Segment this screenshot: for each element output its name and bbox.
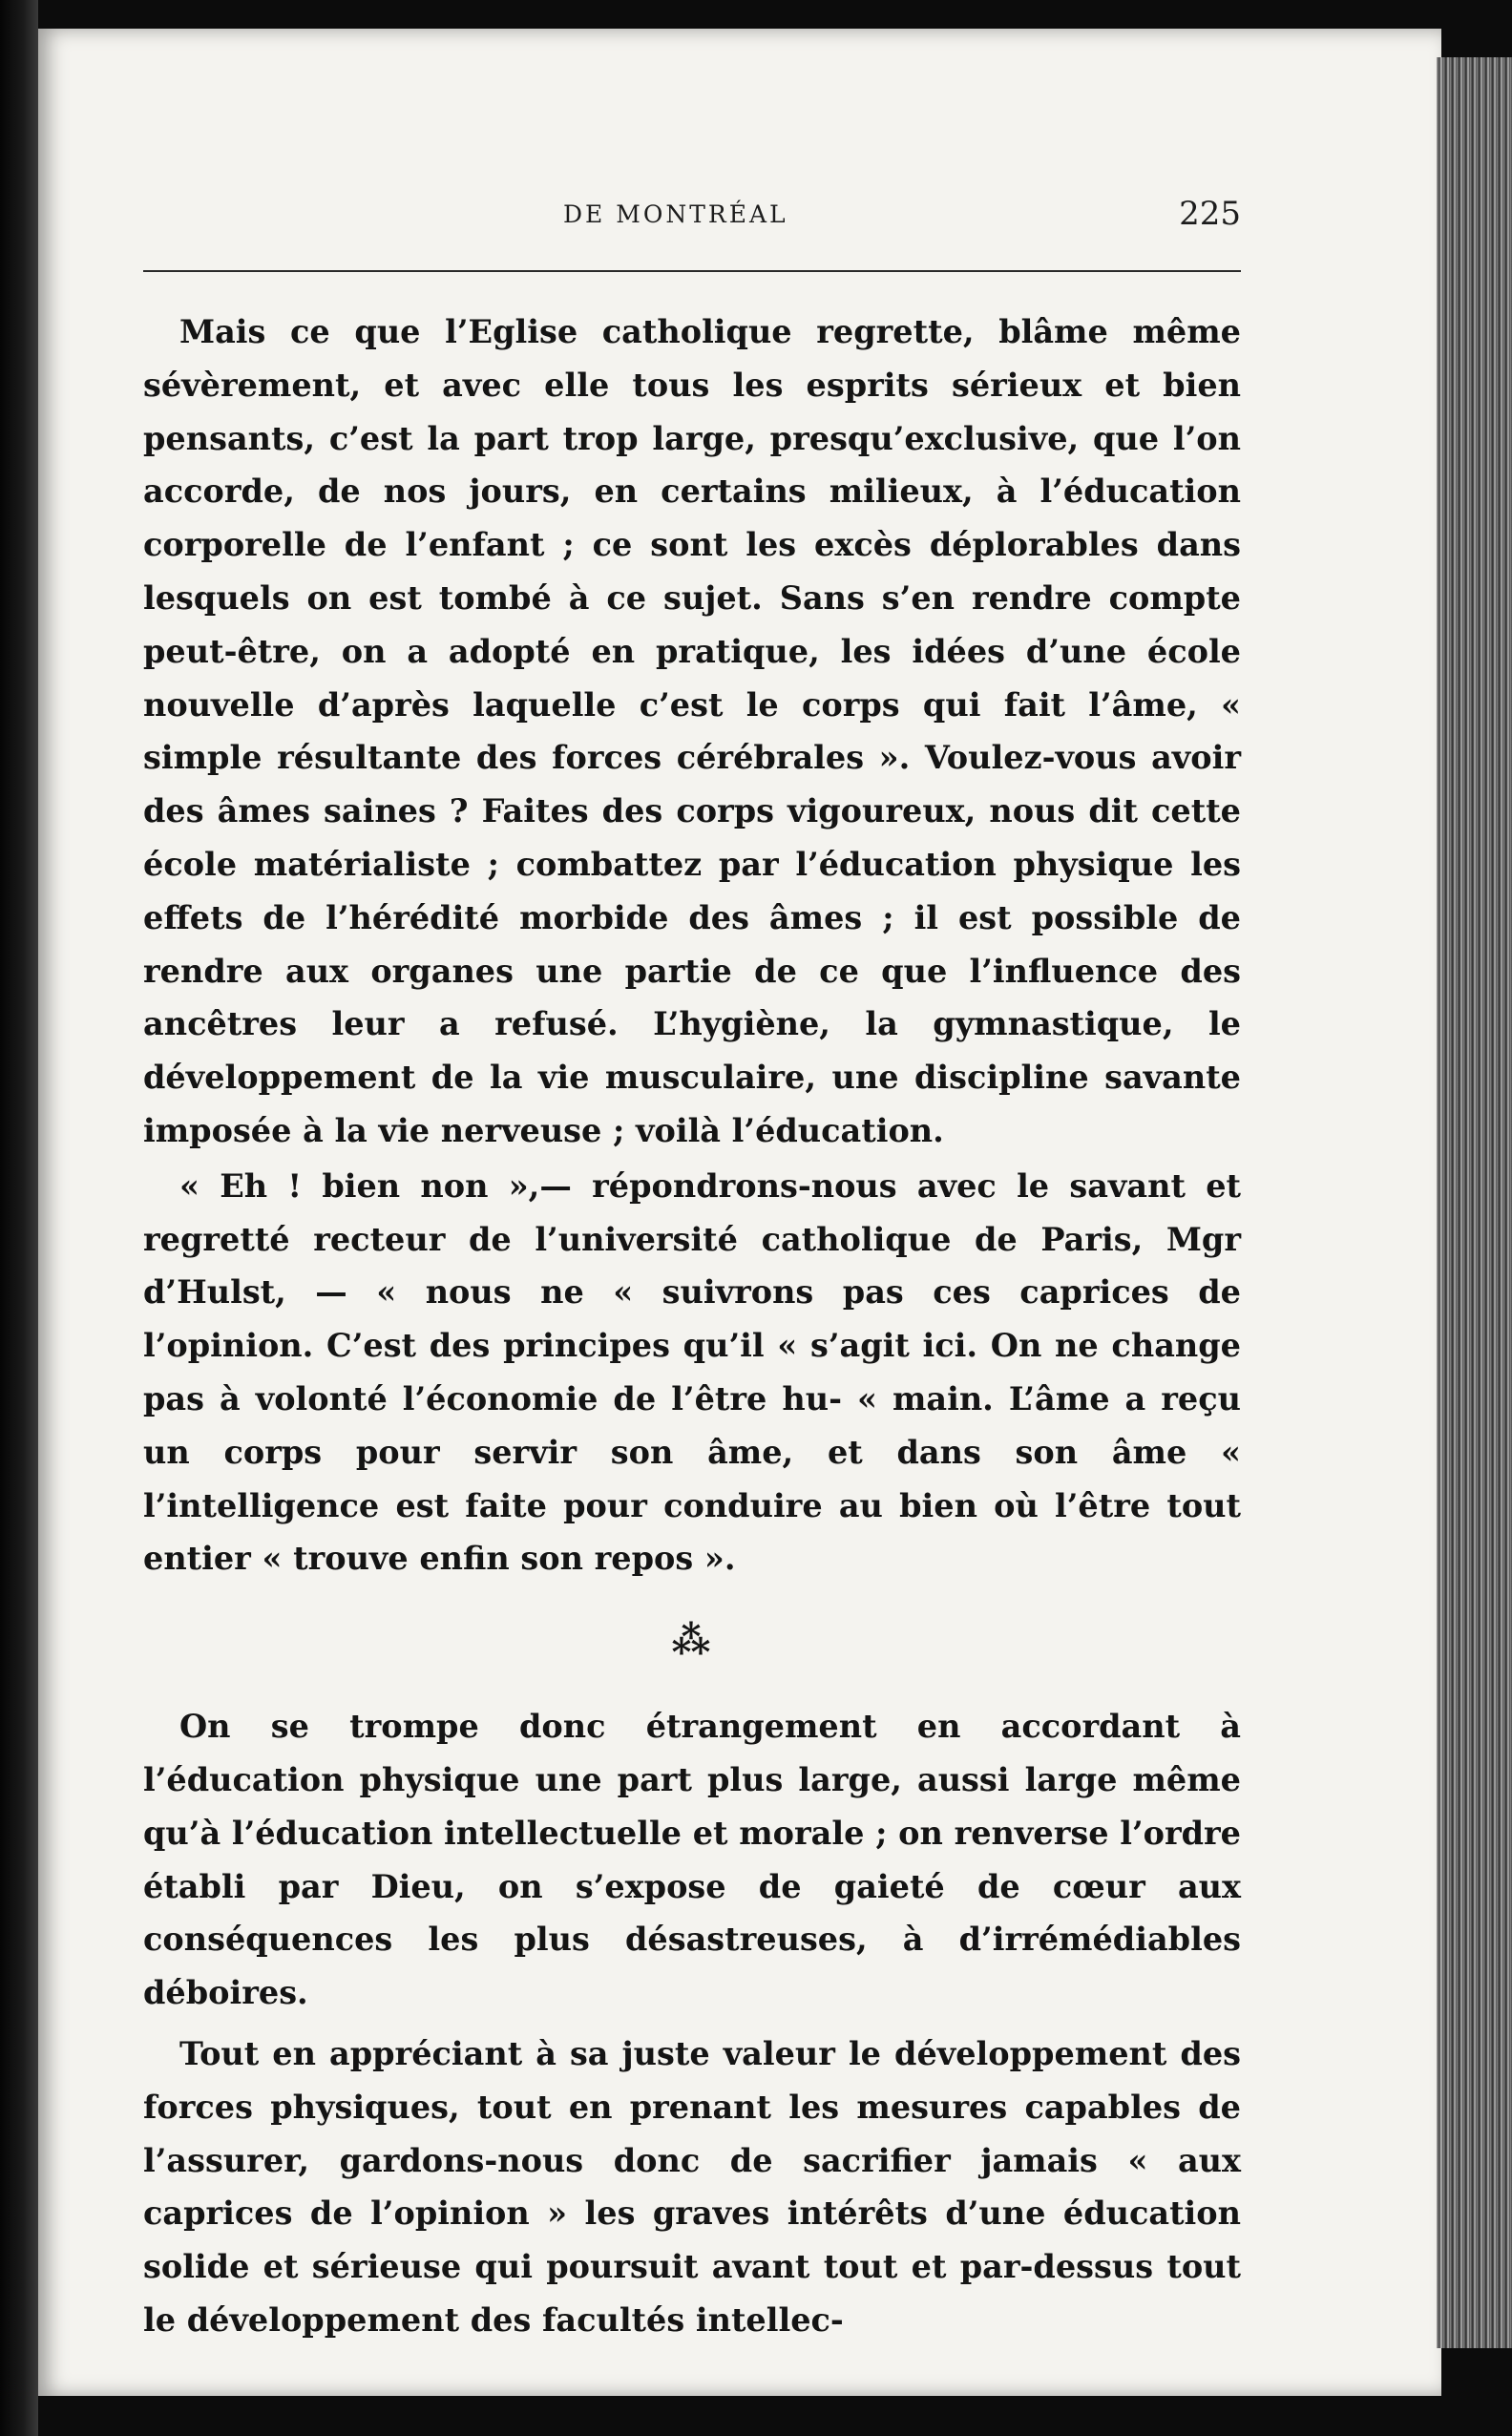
paragraph: Tout en appréciant à sa juste valeur le développement des forces physiques, tout en prenant les mesures capables de l’assurer, gardons-nous donc de sacrifier jamais « aux caprices de l’opinion » les graves intérêts d’une éducation solide et sérieuse qui poursuit avant tout et par-dessus tout le développement des facultés intellec-: [143, 2034, 1241, 2339]
running-head: DE MONTRÉAL: [563, 200, 788, 228]
page-number: 225: [1179, 195, 1241, 233]
page-header: [143, 172, 1241, 248]
book-gutter-shadow: [0, 0, 38, 2436]
header-rule: [143, 270, 1241, 272]
body-text: [143, 305, 1241, 2347]
section-break-asterism: ⁂: [671, 1618, 713, 1664]
page-edges-stack: [1437, 57, 1512, 2348]
paragraph: Mais ce que l’Eglise catholique regrette, blâme même sévèrement, et avec elle tous les esprits sérieux et bien pensants, c’est la part trop large, presqu’exclusive, que l’on accorde, de nos jours, en certains milieux, à l’éducation corporelle de l’enfant ; ce sont les excès déplorables dans lesquels on est tombé à ce sujet. Sans s’en rendre compte peut-être, on a adopté en pratique, les idées d’une école nouvelle d’après laquelle c’est le corps qui fait l’âme, « simple résultante des forces cérébrales ». Voulez-vous avoir des âmes saines ? Faites des corps vigoureux, nous dit cette école matérialiste ; combattez par l’éducation physique les effets de l’hérédité morbide des âmes ; il est possible de rendre aux organes une partie de ce que l’influence des ancêtres leur a refusé. L’hygiène, la gymnastique, le développement de la vie musculaire, une discipline savante imposée à la vie nerveuse ; voilà l’éducation.: [143, 313, 1241, 1149]
paragraph: On se trompe donc étrangement en accordant à l’éducation physique une part plus large, aussi large même qu’à l’éducation intellectuelle et morale ; on renverse l’ordre établi par Dieu, on s’expose de gaieté de cœur aux conséquences les plus désastreuses, à d’irrémédiables déboires.: [143, 1708, 1241, 2012]
paragraph-quote: « Eh ! bien non »,— répondrons-nous avec le savant et regretté recteur de l’université catholique de Paris, Mgr d’Hulst, — « nous ne « suivrons pas ces caprices de l’opinion. C’est des principes qu’il « s’agit ici. On ne change pas à volonté l’économie de l’être hu- « main. L’âme a reçu un corps pour servir son âme, et dans son âme « l’intelligence est faite pour conduire au bien où l’être tout entier « trouve enfin son repos ».: [143, 1166, 1241, 1578]
